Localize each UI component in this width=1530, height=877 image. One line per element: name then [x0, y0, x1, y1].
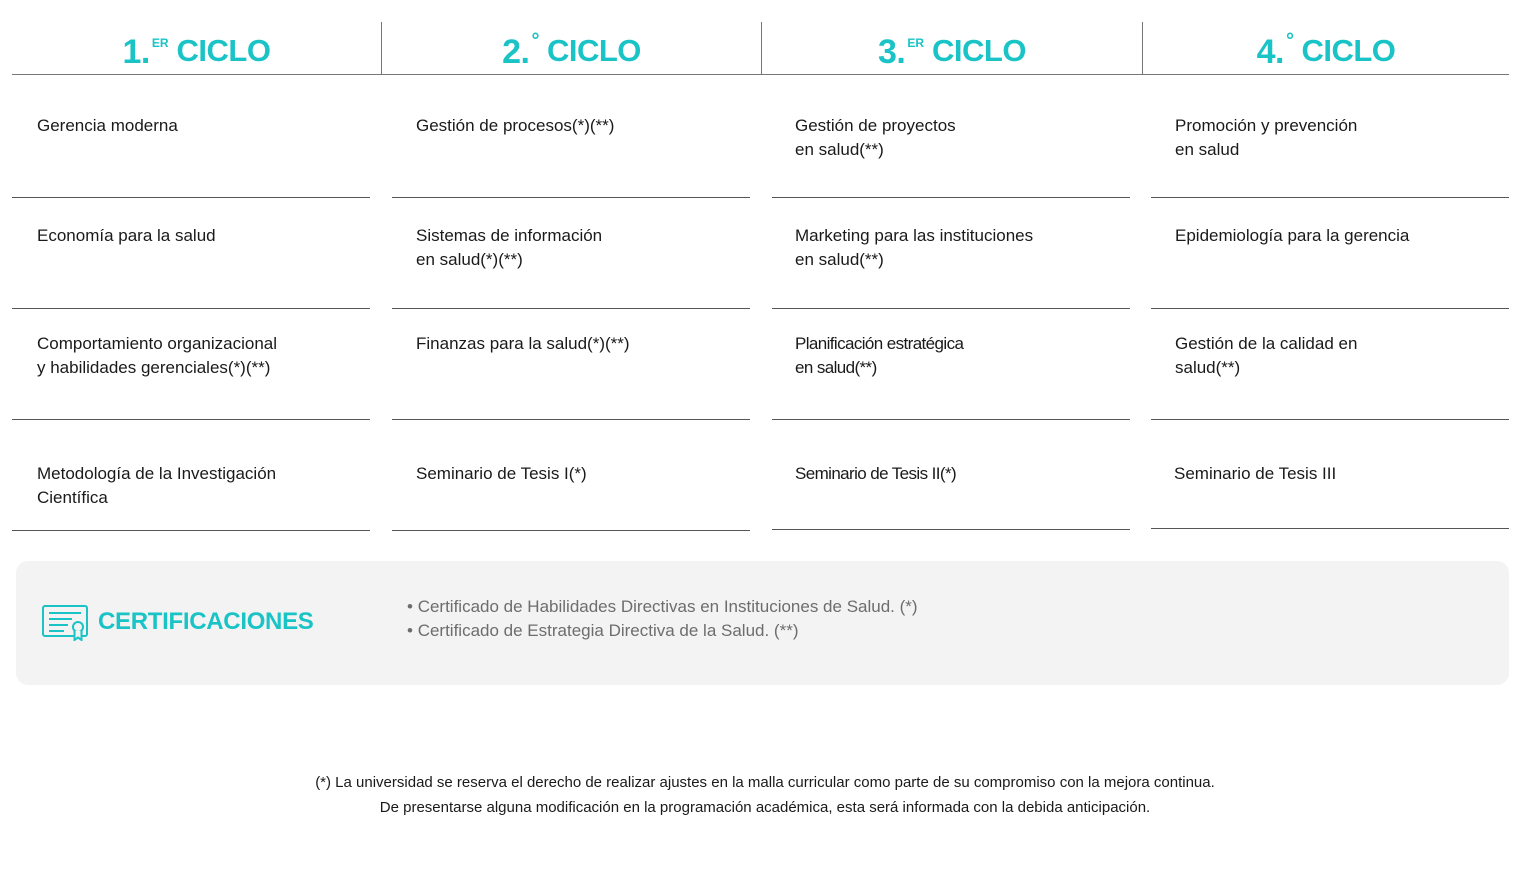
footnote-line-1: (*) La universidad se reserva el derecho de realizar ajustes en la malla curricular como parte de su compromiso con la mejora continua.	[315, 774, 1215, 791]
cycle-label: CICLO	[1301, 33, 1396, 68]
footnote	[0, 770, 1530, 820]
cycle-number: 4.	[1256, 33, 1284, 71]
cycle-header-2	[381, 22, 761, 74]
certification-item: • Certificado de Estrategia Directiva de la Salud. (**)	[407, 619, 918, 643]
course-cell	[772, 74, 1130, 198]
course-name: Planificación estratégica en salud(**)	[795, 334, 964, 377]
course-name: Economía para la salud	[37, 226, 216, 245]
course-name: Finanzas para la salud(*)(**)	[416, 334, 630, 353]
course-name: Metodología de la Investigación Científica	[37, 464, 277, 507]
course-cell	[392, 74, 750, 198]
course-name: Gestión de proyectos en salud(**)	[795, 116, 956, 159]
course-name: Promoción y prevención en salud	[1175, 116, 1358, 159]
cycle-number: 2.	[502, 33, 530, 71]
course-cell	[392, 420, 750, 531]
cycle-label: CICLO	[546, 33, 641, 68]
course-name: Gestión de procesos(*)(**)	[416, 116, 615, 135]
cycle-ordinal-suffix: °	[1285, 30, 1294, 52]
cycle-title-3	[878, 27, 1026, 69]
course-cell	[12, 420, 370, 531]
course-cell	[1151, 309, 1509, 420]
course-cell	[1151, 420, 1509, 529]
certifications-panel	[16, 561, 1509, 685]
course-name: Sistemas de información en salud(*)(**)	[416, 226, 603, 269]
course-cell	[12, 198, 370, 309]
cycle-ordinal-suffix: ER	[907, 36, 925, 50]
cycle-title-2	[502, 27, 641, 69]
cycle-number: 1.	[122, 33, 150, 71]
course-cell	[392, 309, 750, 420]
course-cell	[12, 309, 370, 420]
course-cell	[772, 198, 1130, 309]
course-cell	[12, 74, 370, 198]
course-name: Comportamiento organizacional y habilidades gerenciales(*)(**)	[37, 334, 278, 377]
course-cell	[772, 309, 1130, 420]
certification-item: • Certificado de Habilidades Directivas en Instituciones de Salud. (*)	[407, 595, 918, 619]
course-cell	[772, 420, 1130, 530]
cycle-header-3	[761, 22, 1142, 74]
cycle-header-4	[1142, 22, 1509, 74]
cycle-number: 3.	[878, 33, 906, 71]
cycle-title-1	[123, 27, 271, 69]
cycle-label: CICLO	[176, 33, 271, 68]
cycle-header-row	[12, 22, 1509, 75]
course-name: Seminario de Tesis II(*)	[795, 464, 957, 483]
course-cell	[1151, 74, 1509, 198]
cycle-header-1	[12, 22, 381, 74]
course-name: Gerencia moderna	[37, 116, 178, 135]
cycle-ordinal-suffix: ER	[151, 36, 169, 50]
cycle-ordinal-suffix: °	[531, 30, 539, 52]
course-cell	[1151, 198, 1509, 309]
course-name: Seminario de Tesis I(*)	[416, 464, 587, 483]
course-name: Seminario de Tesis III	[1174, 464, 1337, 483]
cycle-label: CICLO	[932, 33, 1026, 68]
course-name: Marketing para las instituciones en salud(**)	[795, 226, 1034, 269]
certifications-list	[407, 595, 918, 643]
course-name: Epidemiología para la gerencia	[1175, 226, 1410, 245]
course-name: Gestión de la calidad en salud(**)	[1175, 334, 1358, 377]
footnote-line-2: De presentarse alguna modificación en la programación académica, esta será informada con la debida anticipación.	[379, 799, 1151, 816]
course-cell	[392, 198, 750, 309]
certifications-title: CERTIFICACIONES	[98, 608, 314, 635]
cycle-title-4	[1257, 27, 1396, 69]
certificate-icon	[42, 605, 88, 641]
course-grid	[12, 74, 1510, 532]
